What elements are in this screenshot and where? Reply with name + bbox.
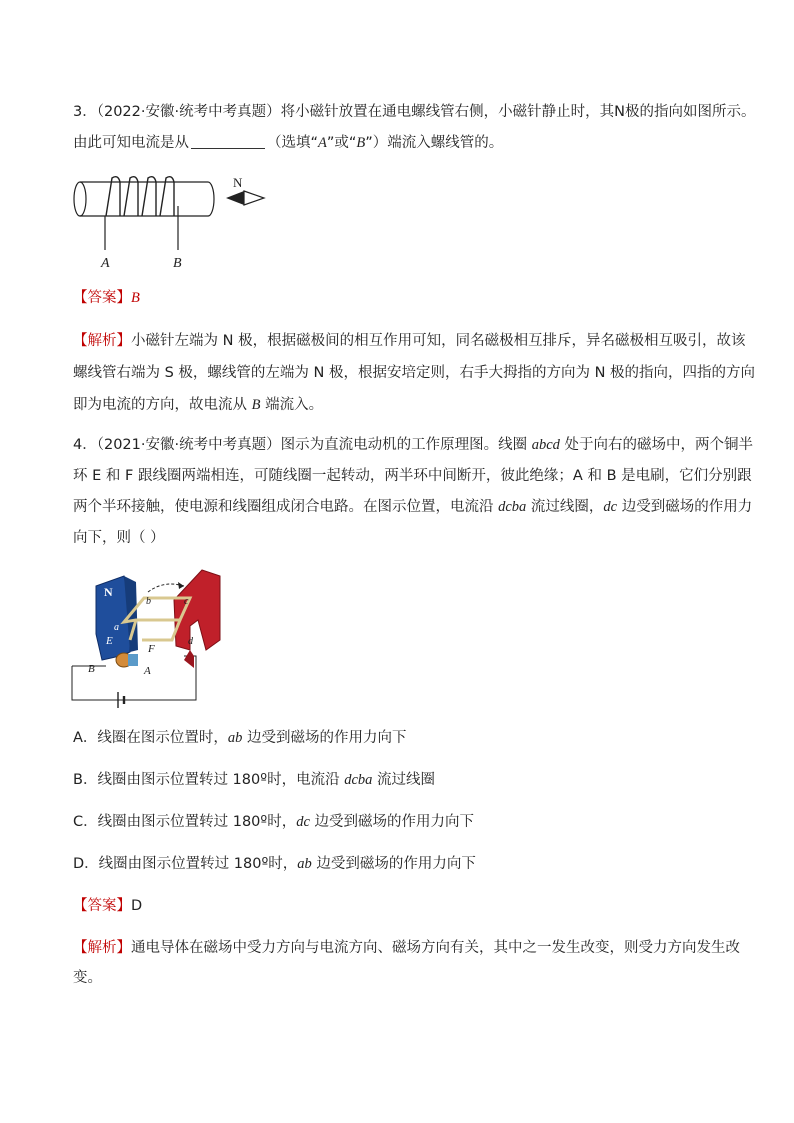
- ring-e-label: E: [106, 635, 113, 647]
- q4-line-2: 环 E 和 F 跟线圈两端相连，可随线圈一起转动，两半环中间断开，彼此绝缘；A 和 B 是电刷，它们分别跟: [73, 468, 752, 484]
- q4-line-4: 向下，则（ ）: [73, 530, 165, 546]
- option-d-text: D．线圈由图示位置转过 180º时，: [73, 856, 298, 872]
- q4-stem-text-3: 两个半环接触，使电源和线圈组成闭合电路。在图示位置，电流沿: [73, 499, 499, 515]
- answer-tag-4: 【答案】: [73, 898, 131, 914]
- analysis-text-3-end: 端流入。: [260, 397, 324, 413]
- q3-analysis-1: [73, 331, 746, 351]
- option-a-var: ab: [227, 730, 243, 746]
- option-d-var: ab: [297, 856, 312, 872]
- q3-stem-text-2: 由此可知电流是从: [73, 135, 189, 151]
- option-d[interactable]: [73, 854, 476, 874]
- analysis-tag-4: 【解析】: [73, 940, 131, 956]
- option-a[interactable]: [73, 728, 407, 748]
- q4-stem-text-3c: 边受到磁场的作用力: [617, 499, 753, 515]
- answer-value-4: D: [131, 898, 143, 914]
- q3-analysis-3: [73, 395, 323, 415]
- coil-a-label: a: [114, 622, 119, 633]
- q3-choice-text: （选填“: [267, 135, 319, 151]
- option-c-text-end: 边受到磁场的作用力向下: [309, 814, 475, 830]
- q4-var-dcba: dcba: [498, 499, 527, 515]
- q4-analysis-2: 变。: [73, 970, 102, 986]
- option-a-text-end: 边受到磁场的作用力向下: [242, 730, 407, 746]
- option-b[interactable]: [73, 770, 435, 790]
- option-c[interactable]: [73, 812, 474, 832]
- option-c-text: C．线圈由图示位置转过 180º时，: [73, 814, 297, 830]
- q3-analysis-2: 螺线管右端为 S 极，螺线管的左端为 N 极，根据安培定则，右手大拇指的方向为 N 极的指向，四指的方向: [73, 365, 756, 381]
- q4-var-dc: dc: [603, 499, 618, 515]
- option-a-text: A．线圈在图示位置时，: [73, 730, 228, 746]
- q3-line-2: [73, 133, 503, 153]
- q3-choice-text-3: ”）端流入螺线管的。: [365, 135, 504, 151]
- solenoid-figure: [68, 170, 278, 275]
- q3-choice-a: A: [318, 135, 327, 151]
- option-b-text: B．线圈由图示位置转过 180º时，电流沿: [73, 772, 345, 788]
- q3-stem-text: 3．（2022·安徽·统考中考真题）将小磁针放置在通电螺线管右侧，小磁针静止时，其: [73, 104, 615, 120]
- option-b-var: dcba: [344, 772, 373, 788]
- q3-choice-b: B: [356, 135, 366, 151]
- q4-line-3: [73, 497, 752, 517]
- q3-answer: [73, 288, 140, 308]
- answer-tag: 【答案】: [73, 290, 131, 306]
- q4-stem-text-end: 处于向右的磁场中，两个铜半: [559, 437, 753, 453]
- analysis-text: 小磁针左端为 N 极，根据磁极间的相互作用可知，同名磁极相互排斥，异名磁极相互吸引，故该: [131, 333, 746, 349]
- analysis-var-b: B: [251, 397, 261, 413]
- q4-stem-text-3b: 流过线圈，: [526, 499, 604, 515]
- magnet-s-label: S: [226, 589, 233, 603]
- coil-b-label: b: [146, 596, 151, 607]
- label-a: A: [101, 256, 110, 271]
- answer-blank[interactable]: [191, 134, 265, 149]
- coil-d-label: d: [188, 636, 193, 647]
- coil-c-label: c: [184, 596, 189, 607]
- label-n: N: [233, 175, 243, 190]
- q3-line-1: [73, 102, 755, 122]
- q4-line-1: [73, 435, 753, 455]
- label-b: B: [173, 256, 182, 271]
- q4-var-abcd: abcd: [531, 437, 560, 453]
- q3-choice-text-2: ”或“: [326, 135, 357, 151]
- q3-n-symbol: N: [614, 104, 625, 120]
- q4-answer: [73, 896, 142, 916]
- q3-stem-text-end: 极的指向如图所示。: [624, 104, 756, 120]
- q4-analysis-1: [73, 938, 740, 958]
- q4-stem-text: 4．（2021·安徽·统考中考真题）图示为直流电动机的工作原理图。线圈: [73, 437, 532, 453]
- option-b-text-end: 流过线圈: [372, 772, 435, 788]
- compass-needle-icon: [226, 191, 264, 205]
- brush-b-label: B: [88, 663, 95, 675]
- analysis-text-4: 通电导体在磁场中受力方向与电流方向、磁场方向有关，其中之一发生改变，则受力方向发生改: [131, 940, 740, 956]
- option-c-var: dc: [296, 814, 310, 830]
- brush-a-label: A: [144, 665, 151, 677]
- answer-value: B: [131, 290, 140, 306]
- ring-f-label: F: [148, 643, 155, 655]
- analysis-tag: 【解析】: [73, 333, 131, 349]
- magnet-n-label: N: [104, 585, 113, 599]
- motor-figure: [66, 560, 233, 700]
- option-d-text-end: 边受到磁场的作用力向下: [311, 856, 476, 872]
- analysis-text-3: 即为电流的方向，故电流从: [73, 397, 252, 413]
